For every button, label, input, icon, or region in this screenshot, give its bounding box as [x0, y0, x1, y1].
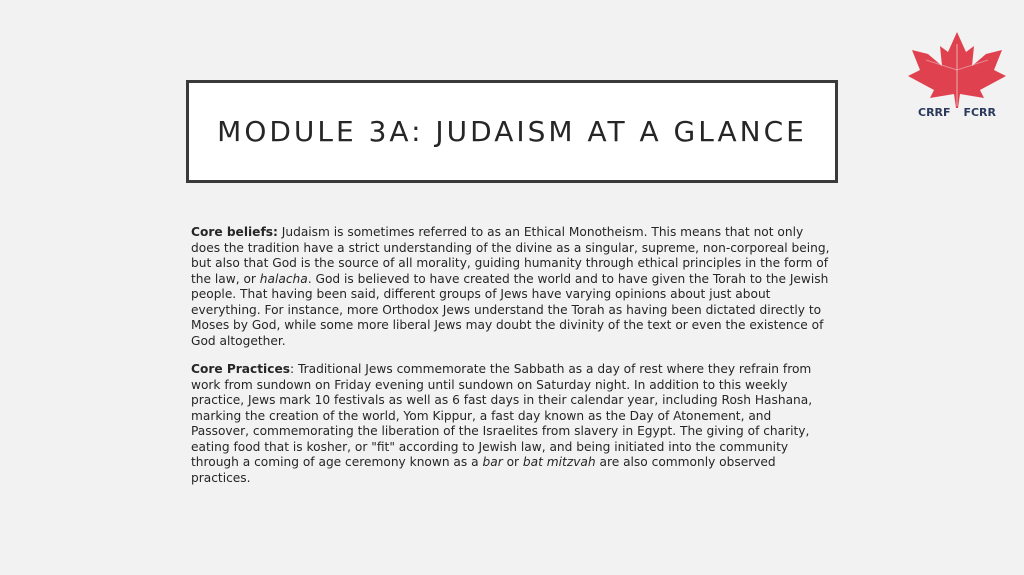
maple-leaf-icon [906, 30, 1008, 108]
text-segment-italic: halacha [259, 271, 308, 286]
paragraph-label: Core beliefs: [191, 225, 278, 239]
content-body [191, 225, 831, 499]
crrf-logo [906, 30, 1008, 122]
slide-title: MODULE 3A: JUDAISM AT A GLANCE [217, 115, 807, 148]
text-segment: . God is believed to have created the world and to have given the Torah to the Jewish people. That having been said, different groups of Jews have varying opinions about just about everything. For instance, more Orthodox Jews understand the Torah as having been dictated directly to Moses by God, while some more liberal Jews may doubt the divinity of the text or even the existence of God altogether. [191, 271, 829, 348]
text-segment-italic: bat mitzvah [522, 455, 596, 469]
paragraph-core-beliefs [191, 225, 831, 349]
title-box [186, 80, 838, 183]
text-segment: are also commonly observed practices. [191, 455, 776, 485]
text-segment: or [502, 455, 523, 469]
text-segment: : Traditional Jews commemorate the Sabbath as a day of rest where they refrain from work from sundown on Friday evening until sundown on Saturday night. In addition to this weekly practice, Jews mark 10 festivals as well as 6 fast days in their calendar year, including Rosh Hashana, marking the creation of the world, Yom Kippur, a fast day known as the Day of Atonement, and Passover, commemorating the liberation of the Israelites from slavery in Egypt. The giving of charity, eating food that is kosher, or "fit" according to Jewish law, and being initiated into the community through a coming of age ceremony known as a [191, 362, 813, 469]
paragraph-label: Core Practices [191, 362, 290, 376]
text-segment-italic: bar [482, 455, 503, 469]
logo-text [906, 106, 1008, 119]
logo-right-text: FCRR [963, 106, 996, 119]
text-segment: Judaism is sometimes referred to as an Ethical Monotheism. This means that not only does the tradition have a strict understanding of the divine as a singular, supreme, non-corporeal being, but also that God is the source of all morality, guiding humanity through ethical principles in the form of the law, or [191, 225, 830, 286]
logo-left-text: CRRF [918, 106, 951, 119]
paragraph-core-practices [191, 362, 831, 486]
